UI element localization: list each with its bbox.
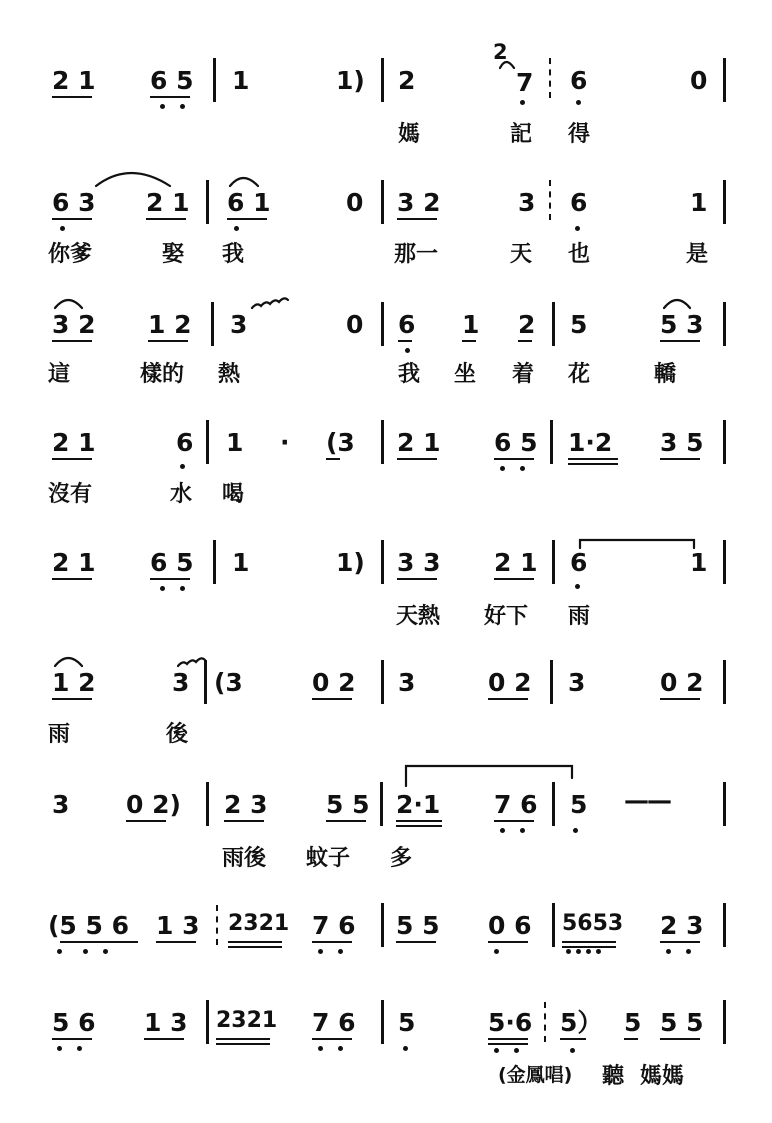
rhythm-underline	[560, 1038, 586, 1040]
note-group: 5 6	[52, 1008, 96, 1037]
barline	[206, 420, 209, 464]
note: 6	[570, 188, 588, 217]
barline	[550, 420, 553, 464]
barline	[381, 180, 384, 224]
rhythm-underline	[660, 1038, 700, 1040]
lyric: 雨後	[222, 846, 267, 871]
barline	[723, 782, 726, 826]
lyric: 多	[390, 846, 413, 871]
rhythm-underline	[562, 941, 616, 943]
slur	[96, 173, 170, 186]
note: 5	[398, 1008, 416, 1037]
lyric: 坐	[454, 362, 477, 387]
note-group: 5 3	[660, 310, 704, 339]
rhythm-underline	[52, 698, 92, 700]
octave-dot	[596, 949, 601, 954]
octave-dot	[575, 226, 580, 231]
note-group: 2 3	[660, 911, 704, 940]
rhythm-underline	[326, 458, 340, 460]
rhythm-underline	[150, 578, 190, 580]
rhythm-underline	[660, 941, 700, 943]
barline	[206, 782, 209, 826]
slur	[55, 658, 82, 666]
rhythm-underline	[660, 458, 700, 460]
slur	[55, 300, 82, 308]
phrase-bracket	[580, 540, 694, 548]
sustain-dash: ——	[624, 786, 670, 815]
trill-mark	[252, 298, 288, 308]
dashed-barline	[549, 58, 553, 98]
note-group: 1 3	[156, 911, 200, 940]
barline	[723, 540, 726, 584]
grace-note: 2	[493, 40, 508, 64]
rhythm-underline	[568, 463, 618, 465]
lyric: 沒有	[48, 482, 93, 507]
barline	[381, 903, 384, 947]
octave-dot	[403, 1046, 408, 1051]
note-group: 6 3	[52, 188, 96, 217]
dashed-barline	[216, 905, 220, 945]
note-group: 2·1	[396, 790, 441, 819]
lyric: 着	[512, 362, 535, 387]
rhythm-underline	[52, 1038, 92, 1040]
note-group: 2 1	[52, 66, 96, 95]
rhythm-underline	[398, 340, 412, 342]
rhythm-underline	[52, 96, 92, 98]
note: 0	[346, 310, 364, 339]
note: 1	[690, 188, 708, 217]
augmentation-dot: ·	[280, 428, 290, 457]
note-group: 0 2)	[126, 790, 181, 819]
note-group: 3 3	[397, 548, 441, 577]
octave-dot	[686, 949, 691, 954]
note: 1	[232, 66, 250, 95]
rhythm-underline	[126, 820, 166, 822]
barline	[723, 58, 726, 102]
trill-mark	[178, 658, 205, 666]
rhythm-underline	[224, 820, 264, 822]
octave-dot	[573, 828, 578, 833]
barline	[381, 660, 384, 704]
dashed-barline	[544, 1002, 548, 1042]
barline	[723, 302, 726, 346]
note-group: 5 5	[326, 790, 370, 819]
note: 6	[570, 66, 588, 95]
note: 2	[398, 66, 416, 95]
barline	[381, 302, 384, 346]
phrase-bracket	[406, 766, 572, 786]
rhythm-underline	[312, 1038, 352, 1040]
barline	[723, 420, 726, 464]
note-group: 2 1	[52, 548, 96, 577]
note: 5	[570, 310, 588, 339]
octave-dot	[570, 1048, 575, 1053]
octave-dot	[318, 949, 323, 954]
note-group: (5 5 6	[48, 911, 130, 940]
note-group: 6 5	[150, 66, 194, 95]
note-group: 2 1	[397, 428, 441, 457]
rhythm-underline	[312, 698, 352, 700]
octave-dot	[494, 949, 499, 954]
slur	[230, 178, 258, 186]
octave-dot	[57, 1046, 62, 1051]
octave-dot	[576, 949, 581, 954]
note-group: 0 2	[660, 668, 704, 697]
octave-dot	[180, 104, 185, 109]
lyric: 娶	[162, 242, 185, 267]
lyric: 也	[568, 242, 591, 267]
barline	[552, 903, 555, 947]
note-group: 3 5	[660, 428, 704, 457]
rhythm-underline	[396, 820, 442, 822]
lyric: 媽媽	[640, 1064, 685, 1089]
lyric: 雨	[568, 604, 591, 629]
note-group: 1·2	[568, 428, 613, 457]
octave-dot	[520, 466, 525, 471]
note-group: 1 2	[52, 668, 96, 697]
note: 1)	[336, 548, 365, 577]
singer-note: (金鳳唱)	[498, 1064, 573, 1086]
rhythm-underline	[660, 340, 700, 342]
octave-dot	[575, 584, 580, 589]
note: 1	[226, 428, 244, 457]
rhythm-underline	[494, 820, 534, 822]
octave-dot	[586, 949, 591, 954]
rhythm-underline	[494, 458, 534, 460]
octave-dot	[520, 828, 525, 833]
lyric: 我	[398, 362, 421, 387]
note-group: 5 5	[396, 911, 440, 940]
lyric: 蚊子	[306, 846, 351, 871]
octave-dot	[180, 586, 185, 591]
note-group: 2 1	[494, 548, 538, 577]
octave-dot	[500, 466, 505, 471]
rhythm-underline	[312, 941, 352, 943]
lyric: 聽	[602, 1064, 625, 1089]
lyric: 好下	[484, 604, 529, 629]
rhythm-underline	[397, 458, 437, 460]
lyric: 雨	[48, 722, 71, 747]
octave-dot	[83, 949, 88, 954]
lyric: 轎	[654, 362, 677, 387]
barline	[206, 180, 209, 224]
lyric: 那一	[394, 242, 439, 267]
note: 2	[518, 310, 536, 339]
barline	[381, 1000, 384, 1044]
note: 5	[570, 790, 588, 819]
rhythm-underline	[396, 941, 436, 943]
octave-dot	[666, 949, 671, 954]
note-group: 6 5	[150, 548, 194, 577]
note: 6	[398, 310, 416, 339]
lyric: 後	[166, 722, 189, 747]
rhythm-underline	[494, 578, 534, 580]
lyric: 天	[510, 242, 533, 267]
rhythm-underline	[326, 820, 366, 822]
slur	[664, 300, 690, 308]
note: 1)	[336, 66, 365, 95]
barline	[723, 903, 726, 947]
rhythm-underline	[156, 941, 196, 943]
note-group: 5653	[562, 911, 624, 936]
barline	[552, 782, 555, 826]
octave-dot	[576, 100, 581, 105]
octave-dot	[60, 226, 65, 231]
barline	[723, 660, 726, 704]
note-group: 0 2	[312, 668, 356, 697]
rhythm-underline	[148, 340, 188, 342]
rhythm-underline	[228, 946, 282, 948]
octave-dot	[514, 1048, 519, 1053]
octave-dot	[160, 104, 165, 109]
lyric: 花	[568, 362, 591, 387]
note-group: 0 6	[488, 911, 532, 940]
rhythm-underline	[518, 340, 532, 342]
note-group: 1 3	[144, 1008, 188, 1037]
rhythm-underline	[216, 1043, 270, 1045]
barline	[204, 660, 207, 704]
rhythm-underline	[52, 458, 92, 460]
barline	[213, 540, 216, 584]
note-group: 3 2	[397, 188, 441, 217]
lyric: 我	[222, 242, 245, 267]
rhythm-underline	[227, 218, 267, 220]
note-group: 1 2	[148, 310, 192, 339]
rhythm-underline	[488, 1038, 528, 1040]
note: (3	[326, 428, 355, 457]
rhythm-underline	[462, 340, 476, 342]
rhythm-underline	[396, 825, 442, 827]
note-group: 7 6	[312, 1008, 356, 1037]
note-group: 0 2	[488, 668, 532, 697]
barline	[723, 1000, 726, 1044]
octave-dot	[77, 1046, 82, 1051]
note: 7	[516, 68, 534, 97]
rhythm-underline	[60, 941, 138, 943]
barline	[381, 420, 384, 464]
lyric: 樣的	[140, 362, 185, 387]
note: 1	[462, 310, 480, 339]
octave-dot	[500, 828, 505, 833]
octave-dot	[318, 1046, 323, 1051]
barline	[723, 180, 726, 224]
octave-dot	[520, 100, 525, 105]
rhythm-underline	[216, 1038, 270, 1040]
rhythm-underline	[52, 340, 92, 342]
octave-dot	[57, 949, 62, 954]
rhythm-underline	[146, 218, 186, 220]
rhythm-underline	[52, 578, 92, 580]
note-group: 7 6	[312, 911, 356, 940]
note-group: 2 1	[146, 188, 190, 217]
rhythm-underline	[624, 1038, 638, 1040]
note: 1	[232, 548, 250, 577]
lyric: 這	[48, 362, 71, 387]
note: 3	[518, 188, 536, 217]
lyric: 水	[170, 482, 193, 507]
note-group: 7 6	[494, 790, 538, 819]
barline	[206, 1000, 209, 1044]
note: 3	[568, 668, 586, 697]
rhythm-underline	[488, 941, 528, 943]
barline	[380, 782, 383, 826]
octave-dot	[180, 464, 185, 469]
rhythm-underline	[144, 1038, 184, 1040]
octave-dot	[494, 1048, 499, 1053]
note-group: 6 1	[227, 188, 271, 217]
note: 3	[230, 310, 248, 339]
note: 0	[690, 66, 708, 95]
lyric: 記	[510, 122, 533, 147]
rhythm-underline	[52, 218, 92, 220]
octave-dot	[234, 226, 239, 231]
barline	[211, 302, 214, 346]
note-group: 2321	[216, 1008, 278, 1033]
rhythm-underline	[397, 218, 437, 220]
note-group: 2 3	[224, 790, 268, 819]
rhythm-underline	[568, 458, 618, 460]
note: 6	[570, 548, 588, 577]
dashed-barline	[549, 180, 553, 220]
octave-dot	[338, 949, 343, 954]
note: 3	[172, 668, 190, 697]
lyric: 喝	[222, 482, 245, 507]
lyric: 得	[568, 122, 591, 147]
note: 5	[624, 1008, 642, 1037]
barline	[552, 540, 555, 584]
lyric: 你爹	[48, 242, 93, 267]
note: 3	[52, 790, 70, 819]
note: (3	[214, 668, 243, 697]
note-group: 5·6	[488, 1008, 533, 1037]
rhythm-underline	[562, 946, 616, 948]
octave-dot	[566, 949, 571, 954]
note: 1	[690, 548, 708, 577]
note-group: 6 5	[494, 428, 538, 457]
lyric: 是	[686, 242, 709, 267]
rhythm-underline	[397, 578, 437, 580]
octave-dot	[405, 348, 410, 353]
note: 6	[176, 428, 194, 457]
rhythm-underline	[660, 698, 700, 700]
rhythm-underline	[228, 941, 282, 943]
octave-dot	[103, 949, 108, 954]
barline	[550, 660, 553, 704]
note: 5）	[560, 1008, 603, 1037]
note-group: 2 1	[52, 428, 96, 457]
lyric: 天熱	[396, 604, 441, 629]
rhythm-underline	[150, 96, 190, 98]
octave-dot	[338, 1046, 343, 1051]
barline	[213, 58, 216, 102]
barline	[381, 540, 384, 584]
rhythm-underline	[488, 698, 528, 700]
barline	[381, 58, 384, 102]
note-group: 5 5	[660, 1008, 704, 1037]
lyric: 媽	[398, 122, 421, 147]
note: 0	[346, 188, 364, 217]
lyric: 熱	[218, 362, 241, 387]
rhythm-underline	[488, 1043, 528, 1045]
note-group: 3 2	[52, 310, 96, 339]
note: 3	[398, 668, 416, 697]
octave-dot	[160, 586, 165, 591]
barline	[552, 302, 555, 346]
note-group: 2321	[228, 911, 290, 936]
